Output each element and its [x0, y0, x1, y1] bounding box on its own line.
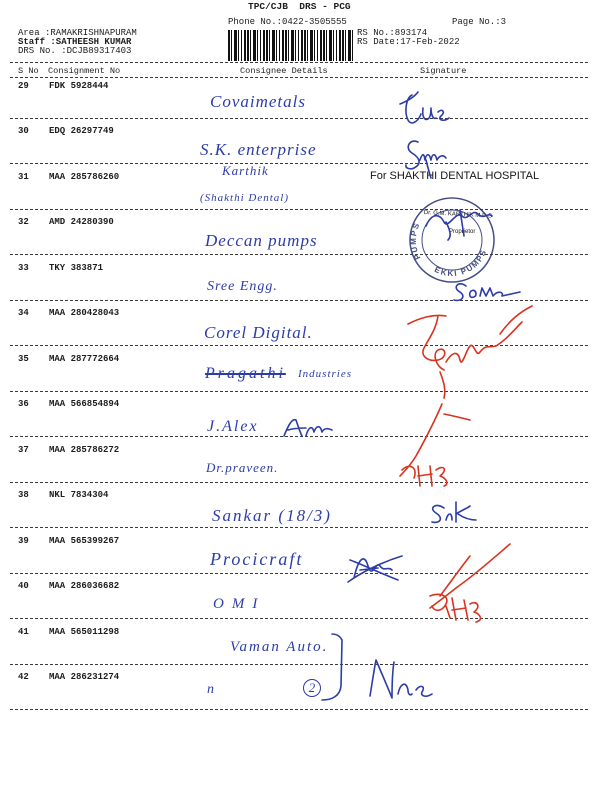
svg-text:EKKI PUMPS — [433, 248, 488, 278]
row-divider — [10, 163, 588, 164]
row-sno: 33 — [18, 263, 29, 273]
row-divider — [10, 573, 588, 574]
consignee-handwriting: Procicraft — [210, 549, 304, 569]
row-divider — [10, 618, 588, 619]
barcode — [228, 30, 355, 61]
row-sno: 40 — [18, 581, 29, 591]
row-consignment-no: MAA 287772664 — [49, 354, 120, 364]
column-header-signature: Signature — [420, 66, 467, 76]
seal-left-text: PUMPS — [408, 220, 423, 262]
column-header-divider — [10, 77, 588, 78]
row-sno: 35 — [18, 354, 29, 364]
row-sno: 29 — [18, 81, 29, 91]
row-divider — [10, 391, 588, 392]
signature-row-39 — [348, 556, 402, 582]
row-consignment-no: MAA 285786272 — [49, 445, 120, 455]
consignee-note-handwriting: (Shakthi Dental) — [200, 192, 290, 204]
signature-row-42 — [370, 660, 432, 698]
row-consignment-no: NKL 7834304 — [49, 490, 109, 500]
signature-row-36-consignee — [284, 420, 332, 436]
row-consignment-no: TKY 383871 — [49, 263, 104, 273]
row-consignment-no: MAA 566854894 — [49, 399, 120, 409]
doctor-stamp: Dr. G.M. KARTHIK M.D.S — [423, 210, 493, 220]
consignee-handwriting: Sankar (18/3) — [212, 506, 332, 525]
row-divider — [10, 436, 588, 437]
row-divider — [10, 118, 588, 119]
row-sno: 39 — [18, 536, 29, 546]
header-divider — [10, 62, 588, 63]
consignee-handwriting: J.Alex — [207, 418, 259, 435]
consignee-handwriting: Vaman Auto. — [230, 639, 329, 655]
page-number: Page No.:3 — [452, 17, 507, 27]
row-divider — [10, 345, 588, 346]
consignee-handwriting: Dr.praveen. — [206, 460, 279, 475]
row-consignment-no: MAA 280428043 — [49, 308, 120, 318]
row-divider — [10, 664, 588, 665]
consignee-handwriting: S.K. enterprise — [200, 140, 317, 159]
consignee-handwriting: Industries — [298, 368, 352, 380]
row-sno: 38 — [18, 490, 29, 500]
signature-row-36 — [400, 404, 470, 486]
row-sno: 36 — [18, 399, 29, 409]
row-consignment-no: MAA 565011298 — [49, 627, 120, 637]
row-divider — [10, 254, 588, 255]
row-sno: 32 — [18, 217, 29, 227]
column-header-consignee-details: Consignee Details — [240, 66, 328, 76]
column-header-s-no: S No — [18, 66, 39, 76]
document-title: TPC/CJB DRS - PCG — [248, 1, 351, 12]
consignee-handwriting: n — [207, 682, 215, 697]
row-divider — [10, 709, 588, 710]
row-sno: 34 — [18, 308, 29, 318]
row-divider — [10, 209, 588, 210]
hospital-stamp: For SHAKTHI DENTAL HOSPITAL — [370, 170, 540, 182]
row-sno: 37 — [18, 445, 29, 455]
row-consignment-no: MAA 285786260 — [49, 172, 120, 182]
row-consignment-no: MAA 286036682 — [49, 581, 120, 591]
row-sno: 31 — [18, 172, 29, 182]
consignee-handwriting: OMI — [213, 596, 266, 612]
rs-number: RS No.:893174 — [357, 28, 428, 38]
row-consignment-no: FDK 5928444 — [49, 81, 109, 91]
staff-label: Staff :SATHEESH KUMAR — [18, 37, 132, 47]
row-sno: 41 — [18, 627, 29, 637]
row-sno: 30 — [18, 126, 29, 136]
consignee-handwriting: Covaimetals — [210, 92, 306, 111]
signature-row-40 — [430, 544, 510, 622]
consignee-handwriting: Sree Engg. — [207, 279, 278, 294]
area-label: Area :RAMAKRISHNAPURAM — [18, 28, 137, 38]
circled-number: 2 — [303, 679, 321, 697]
drs-number: DRS No. :DCJB89317403 — [18, 46, 132, 56]
designation-stamp: Proprietor — [449, 229, 476, 235]
signature-row-33 — [454, 284, 520, 301]
consignee-handwriting: Deccan pumps — [205, 231, 318, 250]
column-header-consignment-no: Consignment No — [48, 66, 121, 76]
row-divider — [10, 527, 588, 528]
consignee-struck-handwriting: Pragathi — [205, 365, 286, 382]
row-consignment-no: MAA 565399267 — [49, 536, 120, 546]
row-sno: 42 — [18, 672, 29, 682]
row-consignment-no: MAA 286231274 — [49, 672, 120, 682]
rs-date: RS Date:17-Feb-2022 — [357, 37, 460, 47]
signature-row-34 — [408, 306, 532, 398]
row-consignment-no: EDQ 26297749 — [49, 126, 114, 136]
seal-bottom-text: EKKI PUMPS — [433, 247, 489, 279]
phone-number: Phone No.:0422-3505555 — [228, 17, 347, 27]
signature-row-38 — [432, 502, 476, 522]
row-divider — [10, 482, 588, 483]
row-consignment-no: AMD 24280390 — [49, 217, 114, 227]
consignee-handwriting: Karthik — [222, 163, 269, 178]
consignee-handwriting: Corel Digital. — [204, 323, 313, 342]
row-divider — [10, 300, 588, 301]
